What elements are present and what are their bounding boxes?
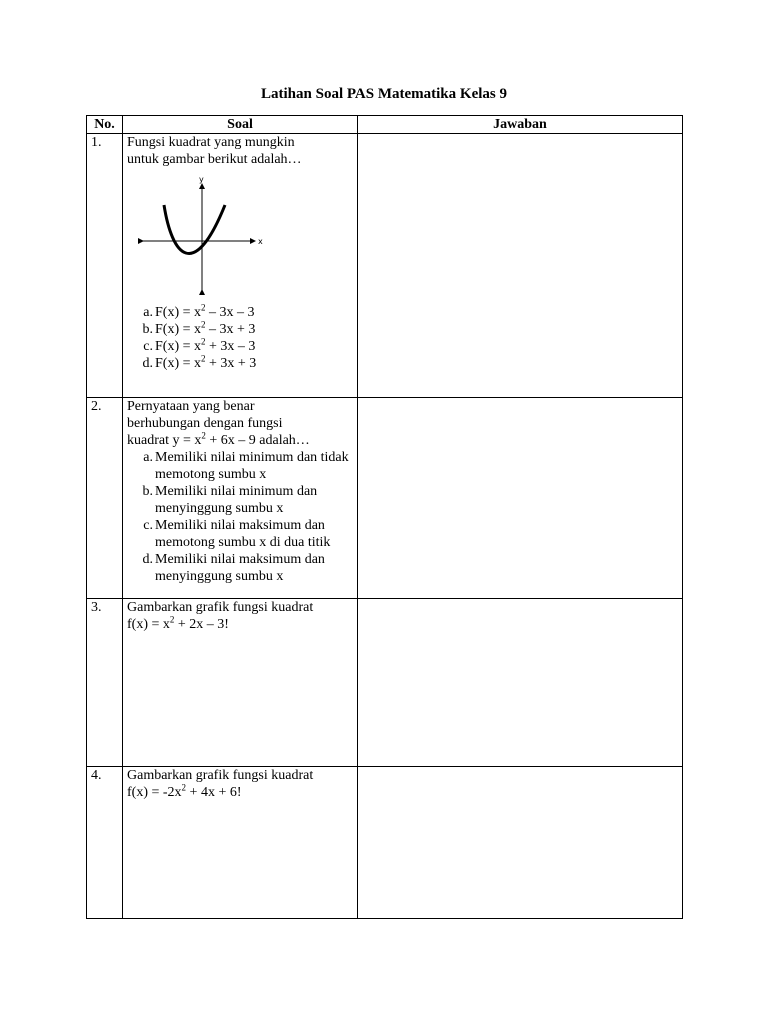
parabola-graph xyxy=(137,174,267,300)
x-axis-label: x xyxy=(258,237,263,246)
option-a: a. $F(x) = x^2 - 3x - 3$ xyxy=(143,302,255,320)
options-list xyxy=(127,449,357,585)
question-text-line: untuk gambar berikut adalah… xyxy=(127,152,302,167)
option-d: d. Memiliki nilai maksimum dan menyinggung sumbu x xyxy=(142,552,325,584)
option-b: b. Memiliki nilai minimum dan menyinggung sumbu x xyxy=(142,484,318,516)
table-row xyxy=(87,599,683,767)
y-axis-label: y xyxy=(199,175,204,184)
table-row xyxy=(87,767,683,919)
question-number: 2. xyxy=(87,398,123,599)
page-title: Latihan Soal PAS Matematika Kelas 9 xyxy=(261,86,507,102)
answer-cell[interactable] xyxy=(358,134,683,398)
option-c: c. $F(x) = x^2 + 3x - 3$ xyxy=(143,336,256,354)
question-cell xyxy=(123,134,358,398)
header-no: No. xyxy=(87,116,123,134)
question-text-line: Fungsi kuadrat yang mungkin xyxy=(127,135,295,150)
question-number: 4. xyxy=(87,767,123,919)
parabola-curve xyxy=(164,205,225,253)
question-formula: $f(x) = -2x^2 + 4x + 6$! xyxy=(127,782,242,800)
option-c: c. Memiliki nilai maksimum dan memotong sumbu x di dua titik xyxy=(143,518,331,550)
options-list xyxy=(127,304,357,372)
question-cell xyxy=(123,767,358,919)
question-text-line: Gambarkan grafik fungsi kuadrat xyxy=(127,768,314,783)
question-text-line: berhubungan dengan fungsi xyxy=(127,416,283,431)
question-table xyxy=(86,115,683,919)
option-a: a. Memiliki nilai minimum dan tidak memotong sumbu x xyxy=(143,450,349,482)
question-cell xyxy=(123,599,358,767)
question-number: 3. xyxy=(87,599,123,767)
answer-cell[interactable] xyxy=(358,599,683,767)
question-number: 1. xyxy=(87,134,123,398)
table-row xyxy=(87,134,683,398)
header-soal: Soal xyxy=(123,116,358,134)
question-formula: kuadrat $y = x^2 + 6x - 9$ adalah… xyxy=(127,430,310,448)
table-row xyxy=(87,398,683,599)
option-b: b. $F(x) = x^2 - 3x + 3$ xyxy=(142,319,256,337)
option-d: d. $F(x) = x^2 + 3x + 3$ xyxy=(142,353,257,371)
header-jawaban: Jawaban xyxy=(358,116,683,134)
question-cell xyxy=(123,398,358,599)
answer-cell[interactable] xyxy=(358,398,683,599)
question-text-line: Gambarkan grafik fungsi kuadrat xyxy=(127,600,314,615)
question-formula: $f(x) = x^2 + 2x - 3$! xyxy=(127,614,229,632)
question-text-line: Pernyataan yang benar xyxy=(127,399,255,414)
answer-cell[interactable] xyxy=(358,767,683,919)
table-header-row xyxy=(87,116,683,134)
